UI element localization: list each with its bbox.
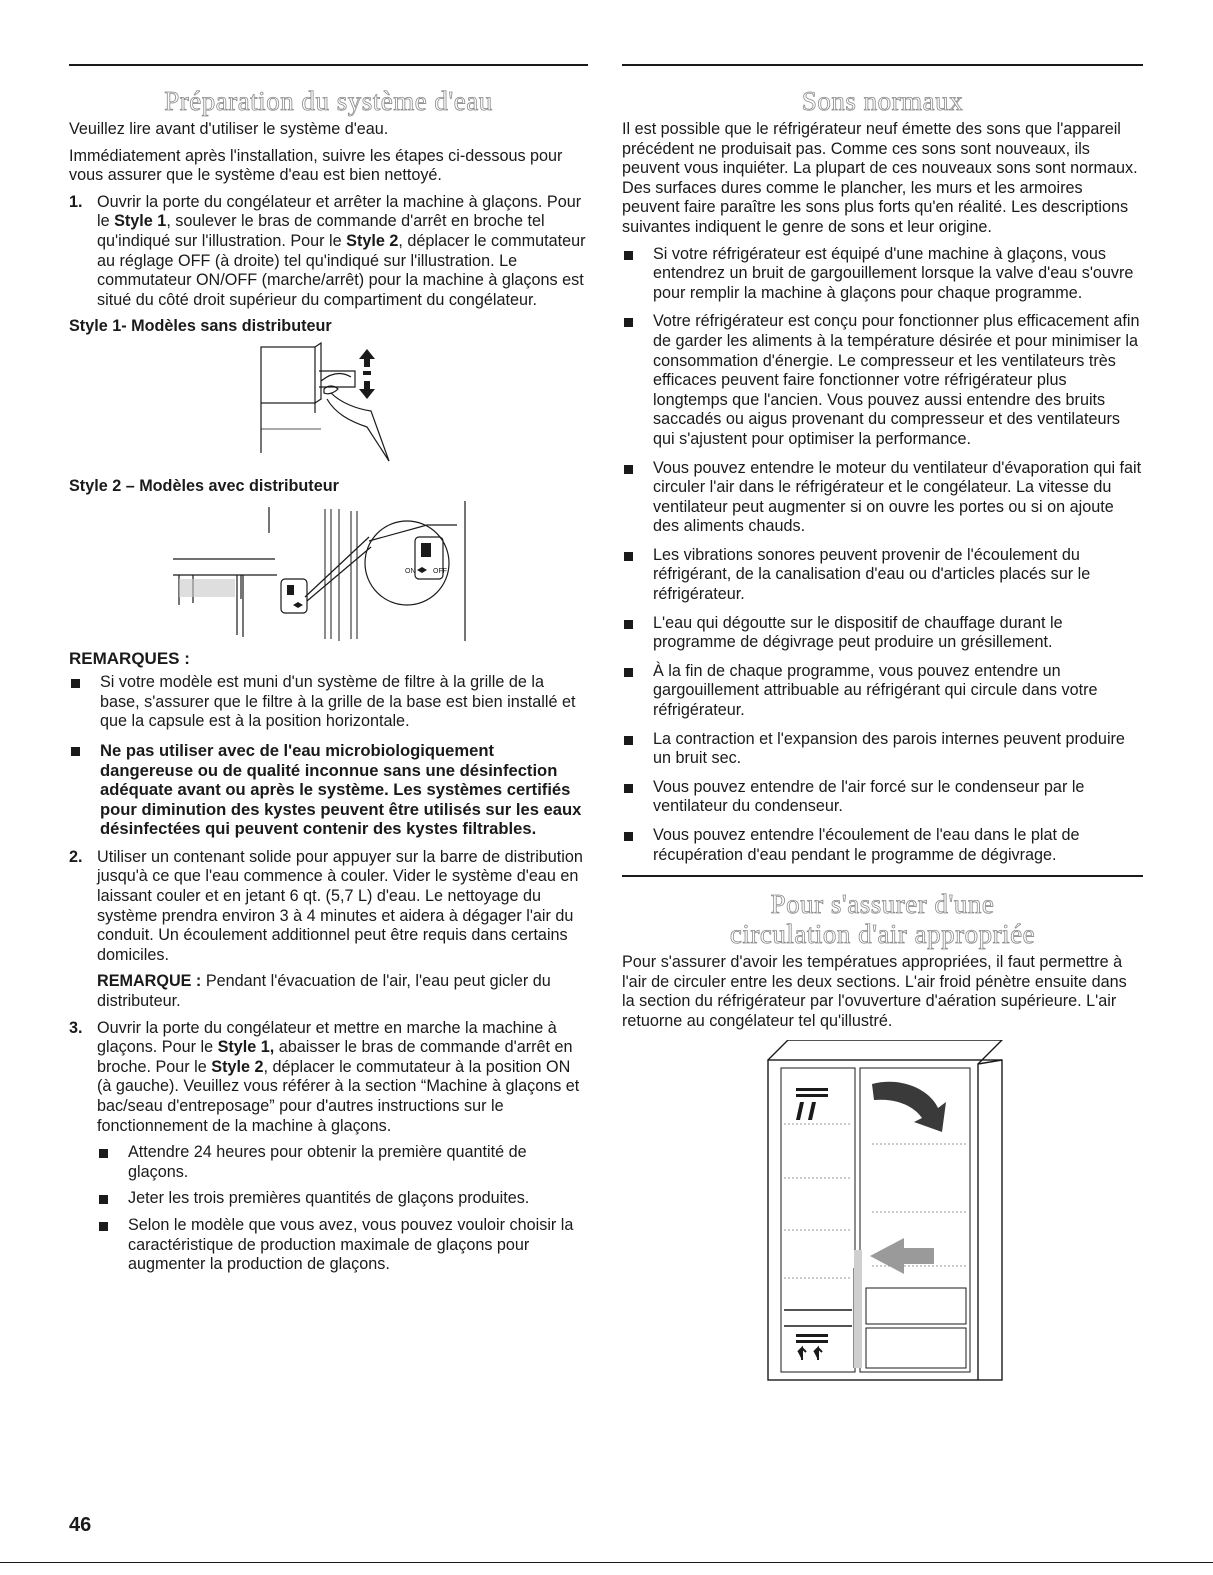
section-rule bbox=[622, 64, 1143, 66]
step-number: 2. bbox=[69, 847, 83, 866]
bullet-icon bbox=[624, 620, 633, 629]
step-3-bullets bbox=[97, 1143, 588, 1275]
bullet-icon bbox=[624, 552, 633, 561]
style2-illustration bbox=[69, 501, 588, 649]
style1-illustration bbox=[69, 341, 588, 471]
step-2: 2. Utiliser un contenant solide pour appuyer sur la barre de distribution jusqu'à ce que l'eau commence à couler. Vider le système d'eau en laissant couler et en jetant 6 qt. (5,7 L) d'eau. Le nettoyage du système prendra environ 3 à 4 minutes et aidera à dégager l'air du conduit. Un écoulement additionnel peut être requis dans certains domiciles. bbox=[69, 847, 583, 964]
section-heading-water-system: Préparation du système d'eau bbox=[164, 86, 493, 116]
list-item: Votre réfrigérateur est conçu pour fonctionner plus efficacement afin de garder les aliments à la température désirée et pour minimiser la consommation d'énergie. Le compresseur et les ventilateurs très efficaces peuvent faire fonctionner votre réfrigérateur plus longtemps que l'ancien. Vous pouvez aussi entendre des bruits saccadés ou aigus provenant du compresseur et des ventilateurs qui s'ajustent pour optimiser la performance. bbox=[622, 312, 1143, 449]
bullet-icon bbox=[624, 736, 633, 745]
section-heading-normal-sounds: Sons normaux bbox=[801, 86, 964, 116]
list-item: Si votre réfrigérateur est équipé d'une machine à glaçons, vous entendrez un bruit de gargouillement lorsque la valve d'eau s'ouvre pour remplir la machine à glaçons pour chaque programme. bbox=[622, 245, 1143, 304]
style2-caption: Style 2 – Modèles avec distributeur bbox=[69, 476, 339, 495]
switch-off-label: OFF bbox=[433, 567, 447, 575]
list-item: Jeter les trois premières quantités de glaçons produites. bbox=[97, 1189, 588, 1209]
list-item: L'eau qui dégoutte sur le dispositif de chauffage durant le programme de dégivrage peut produire un grésillement. bbox=[622, 614, 1143, 653]
list-item: Selon le modèle que vous avez, vous pouvez vouloir choisir la caractéristique de production maximale de glaçons pour augmenter la production de glaçons. bbox=[97, 1216, 588, 1275]
bullet-icon bbox=[624, 251, 633, 260]
list-item: La contraction et l'expansion des parois internes peuvent produire un bruit sec. bbox=[622, 730, 1143, 769]
step-1: 1. Ouvrir la porte du congélateur et arrêter la machine à glaçons. Pour le Style 1, soulever le bras de commande d'arrêt en broche tel qu'indiqué sur l'illustration. Pour le Style 2, déplacer le commutateur au réglage OFF (à droite) tel qu'indiqué sur l'illustration. Le commutateur ON/OFF (marche/arrêt) pour la machine à glaçons est situé du côté droit supérieur du compartiment du congélateur. bbox=[69, 192, 586, 309]
bullet-icon bbox=[71, 679, 80, 688]
bullet-icon bbox=[624, 832, 633, 841]
remarks-title: REMARQUES : bbox=[69, 648, 190, 668]
list-item: Vous pouvez entendre l'écoulement de l'eau dans le plat de récupération d'eau pendant le programme de dégivrage. bbox=[622, 826, 1143, 865]
page-bottom-rule bbox=[0, 1562, 1213, 1563]
list-item: Les vibrations sonores peuvent provenir de l'écoulement du réfrigérant, de la canalisation d'eau ou d'articles placés sur le réfrigérateur. bbox=[622, 546, 1143, 605]
step-3: 3. Ouvrir la porte du congélateur et mettre en marche la machine à glaçons. Pour le Style 1, abaisser le bras de commande d'arrêt en broche. Pour le Style 2, déplacer le commutateur à la position ON (à gauche). Veuillez vous référer à la section “Machine à glaçons et bac/seau d'entreposage” pour d'autres instructions sur le fonctionnement de la machine à glaçons. bbox=[69, 1018, 580, 1135]
list-item: Ne pas utiliser avec de l'eau microbiologiquement dangereuse ou de qualité inconnue sans une désinfection adéquate avant ou après le système. Les systèmes certifiés pour diminution des kystes peuvent être utilisés sur les eaux désinfectées qui peuvent contenir des kystes filtrables. bbox=[69, 741, 588, 839]
bullet-icon bbox=[624, 318, 633, 327]
step-number: 3. bbox=[69, 1018, 83, 1037]
left-column bbox=[69, 64, 588, 1282]
list-item: Vous pouvez entendre de l'air forcé sur le condenseur par le ventilateur du condenseur. bbox=[622, 778, 1143, 817]
style1-caption: Style 1- Modèles sans distributeur bbox=[69, 317, 332, 336]
bullet-icon bbox=[624, 668, 633, 677]
intro-paragraph: Il est possible que le réfrigérateur neuf émette des sons que l'appareil précédent ne produisait pas. Comme ces sons sont nouveaux, ils peuvent vous inquiéter. La plupart de ces nouveaux sons sont normaux. Des surfaces dures comme le plancher, les murs et les armoires peuvent faire paraître les sons plus forts qu'en réalité. Les descriptions suivantes indiquent le genre de sons et leur origine. bbox=[622, 120, 1138, 236]
bullet-icon bbox=[624, 465, 633, 474]
bullet-icon bbox=[99, 1222, 108, 1231]
list-item: À la fin de chaque programme, vous pouvez entendre un gargouillement attribuable au réfrigérant qui circule dans votre réfrigérateur. bbox=[622, 662, 1143, 721]
airflow-paragraph: Pour s'assurer d'avoir les températues appropriées, il faut permettre à l'air de circuler entre les deux sections. L'air froid pénètre ensuite dans la section du réfrigérateur par l'ovuverture d'aération supérieure. L'air retuorne au congélateur tel qu'illustré. bbox=[622, 953, 1127, 1030]
section-heading-air-circulation: Pour s'assurer d'une circulation d'air appropriée bbox=[729, 889, 1036, 950]
page-number: 46 bbox=[69, 1514, 92, 1536]
intro-paragraph: Veuillez lire avant d'utiliser le système d'eau. bbox=[69, 120, 389, 138]
switch-on-label: ON bbox=[405, 567, 416, 575]
section-rule bbox=[69, 64, 588, 66]
bullet-icon bbox=[99, 1149, 108, 1158]
list-item: Attendre 24 heures pour obtenir la première quantité de glaçons. bbox=[97, 1143, 588, 1182]
bullet-icon bbox=[99, 1195, 108, 1204]
right-column bbox=[622, 64, 1143, 1390]
bullet-icon bbox=[71, 747, 80, 756]
step-number: 1. bbox=[69, 192, 83, 211]
bullet-icon bbox=[624, 784, 633, 793]
airflow-illustration bbox=[622, 1040, 1143, 1390]
intro-paragraph: Immédiatement après l'installation, suivre les étapes ci-dessous pour vous assurer que le système d'eau est bien nettoyé. bbox=[69, 146, 563, 185]
list-item: Vous pouvez entendre le moteur du ventilateur d'évaporation qui fait circuler l'air dans le réfrigérateur et le congélateur. La vitesse du ventilateur peut augmenter si on ouvre les portes ou si on ajoute des aliments chauds. bbox=[622, 459, 1143, 537]
step-2-note: REMARQUE : Pendant l'évacuation de l'air, l'eau peut gicler du distributeur. bbox=[97, 972, 551, 1011]
section-rule bbox=[622, 875, 1143, 877]
list-item: Si votre modèle est muni d'un système de filtre à la grille de la base, s'assurer que le filtre à la grille de la base est bien installé et que la capsule est à la position horizontale. bbox=[69, 673, 588, 732]
